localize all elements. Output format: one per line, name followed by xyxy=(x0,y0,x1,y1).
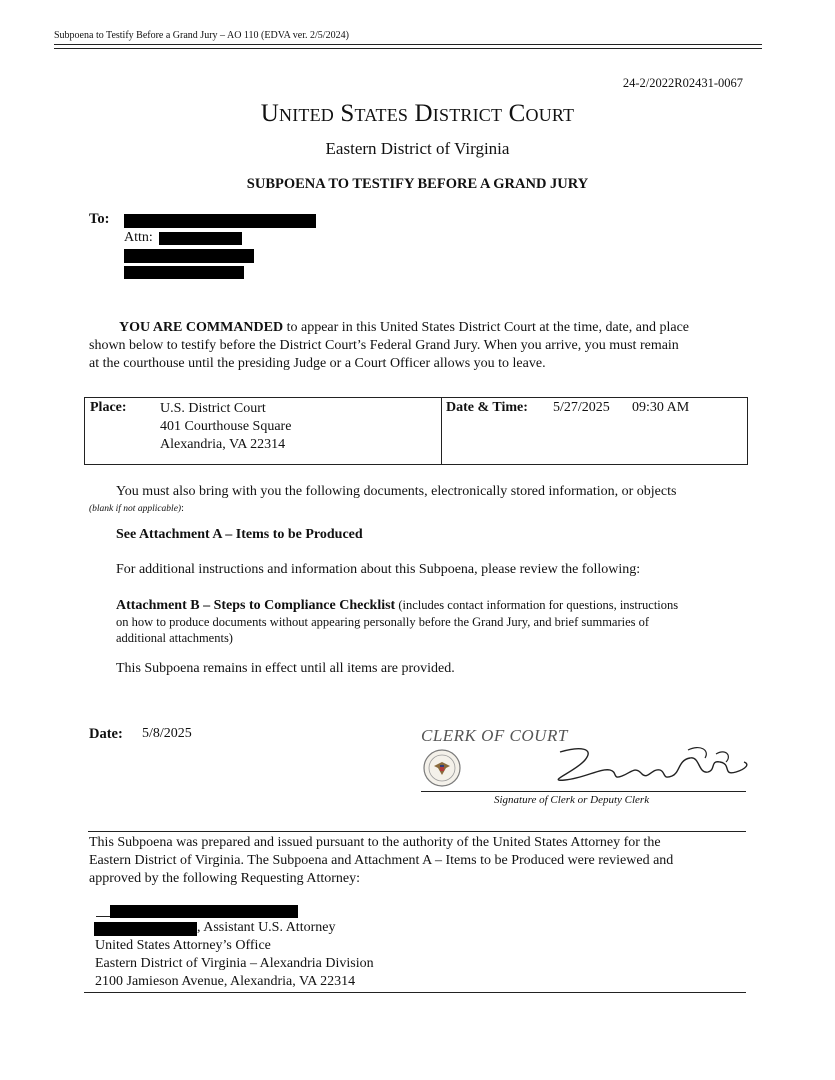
footer-rule xyxy=(84,992,746,993)
clerk-signature-icon xyxy=(540,740,760,792)
command-line-1: to appear in this United States District Court at the time, date, and place xyxy=(283,320,689,335)
attachment-b-desc-2: on how to produce documents without appearing personally before the Grand Jury, and brief summaries of xyxy=(116,615,650,629)
redacted-attorney-signature xyxy=(110,905,298,918)
attachment-b xyxy=(116,597,736,646)
header-rule-bottom xyxy=(54,48,762,49)
issue-date-label: Date: xyxy=(89,726,123,742)
redacted-recipient-name xyxy=(124,214,316,228)
prepared-line-2: Eastern District of Virginia. The Subpoena and Attachment A – Items to be Produced were reviewed and xyxy=(89,853,674,868)
form-header: Subpoena to Testify Before a Grand Jury – AO 110 (EDVA ver. 2/5/2024) xyxy=(54,30,349,41)
attorney-division: Eastern District of Virginia – Alexandria Division xyxy=(95,956,374,971)
subpoena-title: SUBPOENA TO TESTIFY BEFORE A GRAND JURY xyxy=(246,176,589,192)
appearance-time: 09:30 AM xyxy=(632,400,690,415)
place-address xyxy=(160,400,291,454)
effect-statement: This Subpoena remains in effect until all items are provided. xyxy=(116,661,455,676)
place-label: Place: xyxy=(90,400,127,415)
place-line-1: U.S. District Court xyxy=(160,401,266,416)
redacted-address-line-1 xyxy=(124,249,254,263)
prepared-paragraph xyxy=(89,834,749,888)
redacted-attn-name xyxy=(159,232,242,245)
appearance-box xyxy=(84,397,748,465)
appearance-box-divider xyxy=(441,398,442,464)
datetime-label: Date & Time: xyxy=(446,400,528,415)
documents-line: You must also bring with you the following documents, electronically stored information, or objects xyxy=(116,484,677,499)
prepared-line-3: approved by the following Requesting Attorney: xyxy=(89,871,361,886)
documents-note-wrap xyxy=(89,503,184,514)
issue-date: 5/8/2025 xyxy=(142,726,192,741)
additional-instructions: For additional instructions and information about this Subpoena, please review the following: xyxy=(116,562,641,577)
signature-line xyxy=(421,791,746,792)
court-district: Eastern District of Virginia xyxy=(325,139,510,158)
documents-note: (blank if not applicable) xyxy=(89,504,182,514)
signature-caption: Signature of Clerk or Deputy Clerk xyxy=(494,794,650,806)
clerk-of-court-title: CLERK OF COURT xyxy=(421,726,568,745)
attorney-office-block xyxy=(95,937,374,991)
court-title xyxy=(0,100,835,128)
place-line-3: Alexandria, VA 22314 xyxy=(160,437,286,452)
redacted-attorney-name xyxy=(94,922,197,936)
command-paragraph xyxy=(89,319,749,373)
redacted-address-line-2 xyxy=(124,266,244,279)
prepared-rule xyxy=(88,831,746,832)
command-line-2: shown below to testify before the District Court’s Federal Grand Jury. When you arrive, you must remain xyxy=(89,338,679,353)
prepared-line-1: This Subpoena was prepared and issued pursuant to the authority of the United States Attorney for the xyxy=(89,835,661,850)
attachment-b-desc-1: (includes contact information for questions, instructions xyxy=(395,598,679,612)
header-rule-top xyxy=(54,44,762,45)
command-lead: YOU ARE COMMANDED xyxy=(119,320,284,335)
documents-note-colon: : xyxy=(181,503,184,514)
attorney-address: 2100 Jamieson Avenue, Alexandria, VA 22314 xyxy=(95,974,356,989)
command-line-3: at the courthouse until the presiding Judge or a Court Officer allows you to leave. xyxy=(89,356,546,371)
appearance-date: 5/27/2025 xyxy=(553,400,610,415)
attn-label: Attn: xyxy=(124,230,153,245)
attachment-a: See Attachment A – Items to be Produced xyxy=(116,527,363,542)
place-line-2: 401 Courthouse Square xyxy=(160,419,292,434)
attorney-office: United States Attorney’s Office xyxy=(95,938,271,953)
attachment-b-title: Attachment B – Steps to Compliance Checklist xyxy=(116,598,396,613)
court-seal-icon xyxy=(422,748,462,788)
to-label: To: xyxy=(89,211,110,227)
attorney-title: , Assistant U.S. Attorney xyxy=(197,920,336,935)
attorney-underline-stub xyxy=(96,916,110,917)
case-number: 24-2/2022R02431-0067 xyxy=(622,76,743,90)
attachment-b-desc-3: additional attachments) xyxy=(116,631,233,645)
court-title-text: United States District Court xyxy=(260,100,575,127)
